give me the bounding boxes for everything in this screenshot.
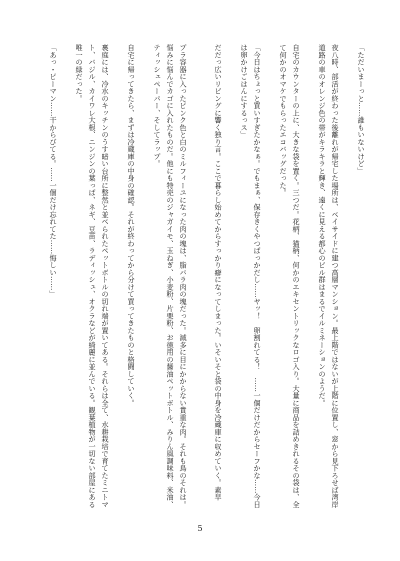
paragraph-spacer	[60, 44, 73, 512]
right-text-column	[214, 44, 368, 512]
paragraph-spacer	[112, 44, 125, 512]
paragraph: 「あっ・ピーマン……干からびてる。……一個だけ忘れてた……悔しい……」	[49, 44, 58, 298]
paragraph: 自宅に帰ってきたら、まずは冷蔵庫の中身の確認。それが終わってから分けて買ってきたものと格闘していく。	[127, 44, 136, 407]
paragraph: プラ容器に入ったピンク色と白のミルフィーユになった肉の塊は、脂バラ肉の塊だった。減多に目にかからない貴重な肉。それも鳥のそれは。悩みに悩んでカゴに入れたものだ。他にも特売のジャガイモ、玉ねぎ、小麦粉、片栗粉、お徳用の醤油ペットボトル、みりん風調味料、米油、ティッシュペーパー、そしてラップ。	[153, 44, 188, 508]
paragraph: 「今日はちょっと買いすぎたかなぁ。でもまぁ、保存きくやつばっかだし……ヤッ！ 卵割れてる！ ……一個だけだからセーフかな……今日は卵かけごはんにするっス」	[240, 44, 262, 508]
paragraph-spacer	[138, 44, 151, 512]
paragraph-spacer	[264, 44, 277, 512]
paragraph: 「ただいまーっと……誰もいないけど」	[357, 44, 366, 175]
paragraph: 夜八時、部活が終わった後離れが帰宅した場所は、ベイサイドに建つ高層マンション。最上階ではないが上階に位置し、窓から見下ろせば湾岸道路の車のオレンジ色の帯がキラキラと輝き、遠くに見える都心のビル群はまるでイルミネーションのようだ。	[318, 44, 340, 508]
paragraph-spacer	[303, 44, 316, 512]
paragraph: だだっ広いリビングに響く独り言。ここで暮らし始めてからすっかり癖になってしまった。いそいそと袋の中身を冷蔵庫に収めていく。素早	[214, 44, 223, 501]
paragraph: 裏庭には、冷水のキッチンのうす暗い台所に整然と並べられたペットボトルの切れ端が置いてある。それらは全て、水耕栽培で育てたミニトマト、バジル、カイワレ大根、ニンジンの葉っぱ、ネギ、豆苗、ラディッシュ、オクラなどが綺麗に並んでいる。観葉植物が一切ない部屋にある唯一の緑だった。	[75, 44, 110, 508]
left-text-column	[32, 44, 190, 512]
paragraph	[32, 44, 34, 512]
paragraph-spacer	[225, 44, 238, 512]
paragraph-spacer	[34, 44, 47, 512]
paragraph: 自宅のカウンターの上に、大きな袋を置く。三つだ。花柄、猫柄、何かのエキセントリックなロゴ入り。大量に商品を詰めきれるその袋は、全て何かのオマケでもらったエコバッグだった。	[279, 44, 301, 508]
page-number: 5	[197, 524, 203, 533]
paragraph-spacer	[342, 44, 355, 512]
